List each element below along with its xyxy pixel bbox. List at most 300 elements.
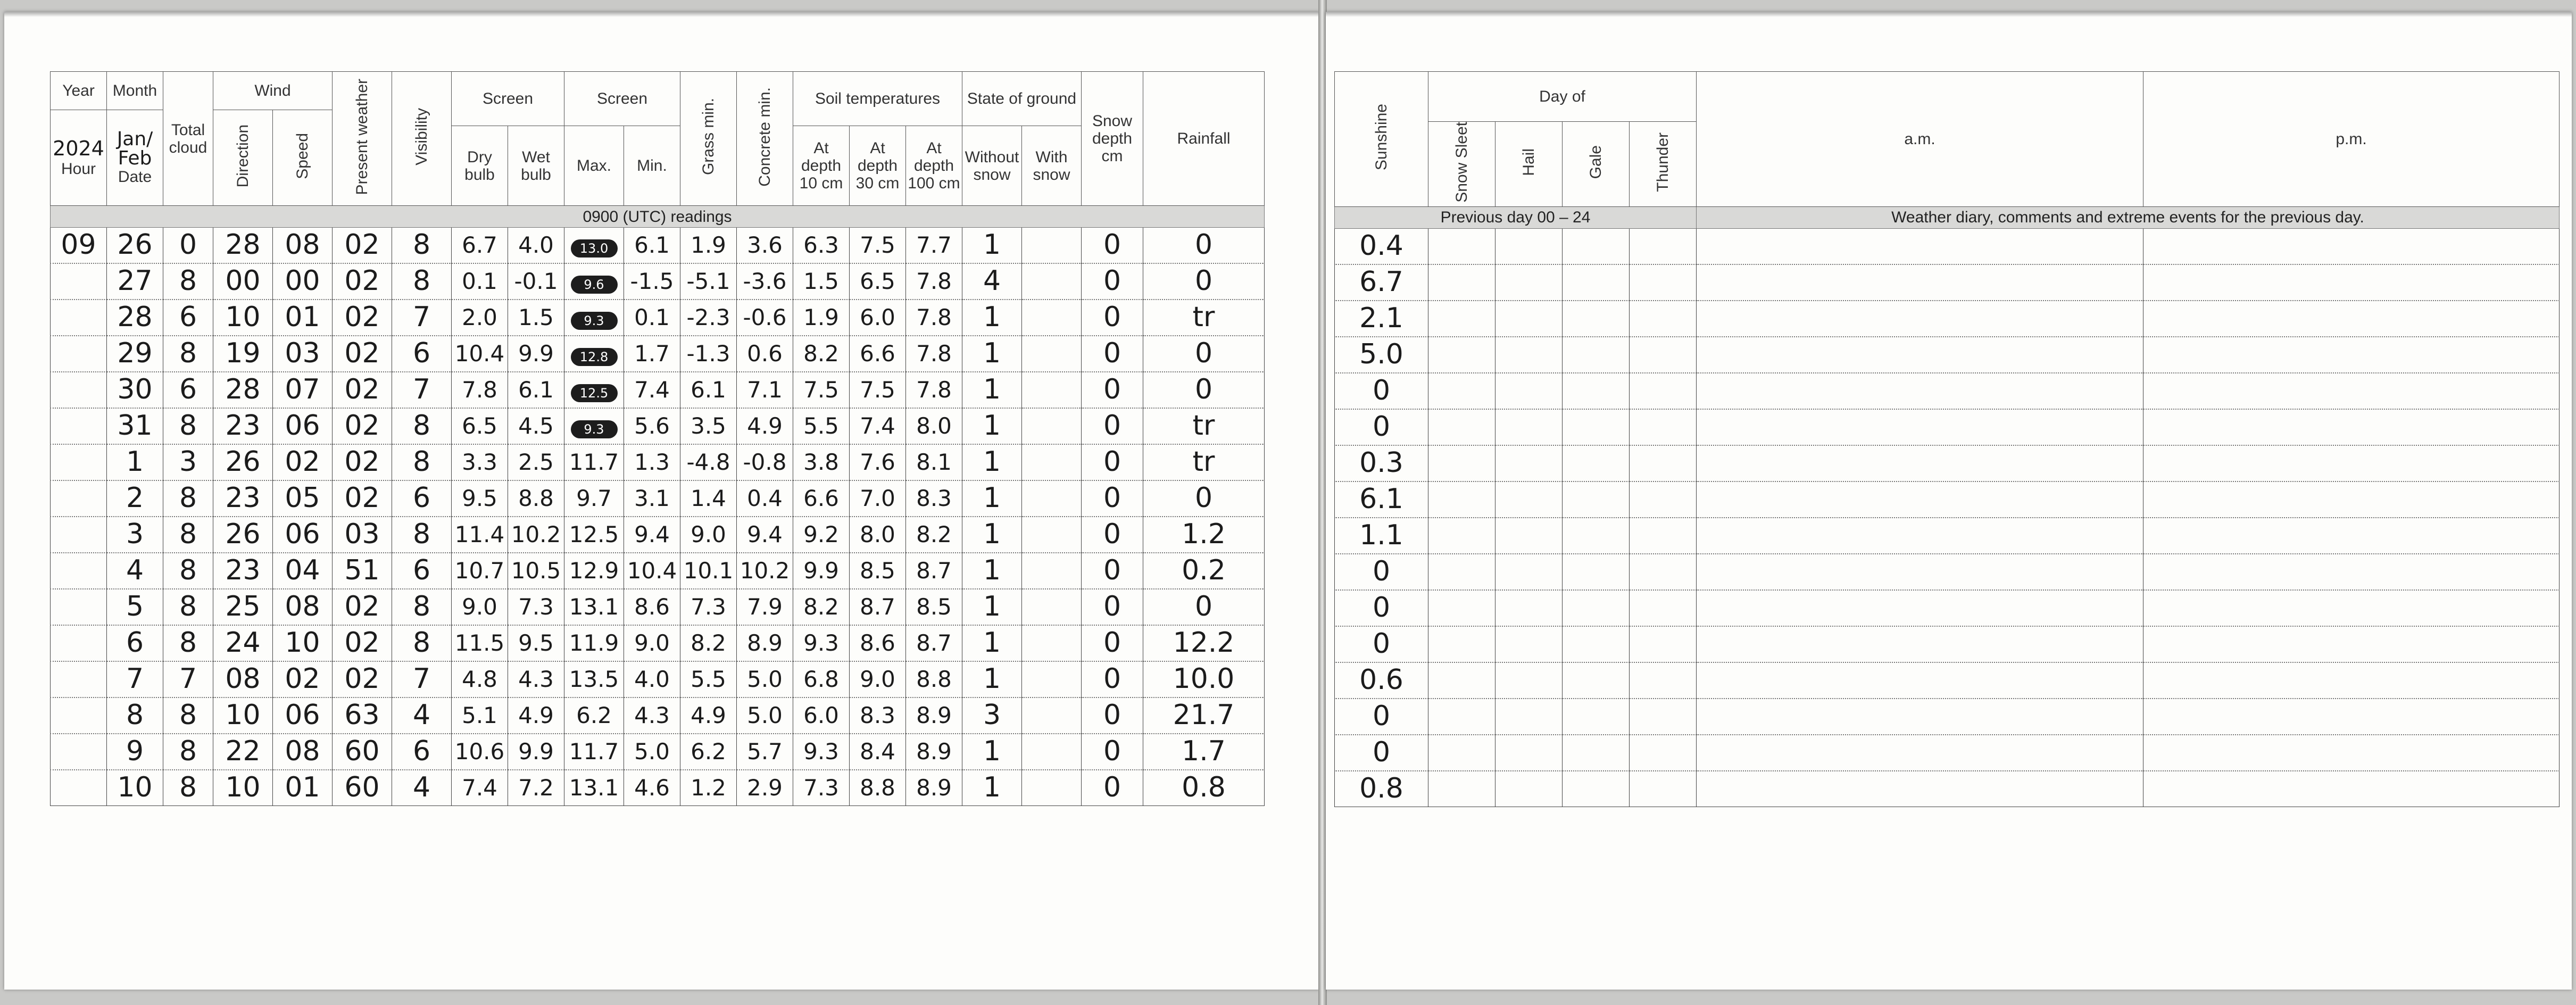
ground-with-snow-cell xyxy=(1022,553,1082,589)
visibility-cell: 8 xyxy=(392,444,452,480)
visibility-cell: 6 xyxy=(392,336,452,372)
screen-header-2: Screen xyxy=(564,72,680,126)
gale-cell xyxy=(1563,518,1630,554)
snow-sleet-cell xyxy=(1428,590,1495,626)
wet-bulb-cell: 10.2 xyxy=(508,517,564,553)
ground-with-snow-cell xyxy=(1022,480,1082,517)
rainfall-cell: 10.0 xyxy=(1143,661,1265,697)
cloud-cell: 8 xyxy=(163,408,213,444)
table-row xyxy=(1335,409,2560,445)
thunder-cell xyxy=(1630,662,1697,699)
dry-bulb-cell: 6.5 xyxy=(452,408,508,444)
min-cell: 4.6 xyxy=(624,770,680,806)
soil-10-cell: 9.9 xyxy=(793,553,850,589)
gale-cell xyxy=(1563,264,1630,301)
gale-cell xyxy=(1563,481,1630,518)
thunder-cell xyxy=(1630,735,1697,771)
snow-depth-cell: 0 xyxy=(1082,408,1143,444)
direction-cell: 26 xyxy=(213,444,273,480)
direction-cell: 23 xyxy=(213,408,273,444)
gale-header: Gale xyxy=(1563,122,1630,207)
direction-cell: 23 xyxy=(213,480,273,517)
observation-rows xyxy=(51,228,1265,806)
max-cell: 11.7 xyxy=(564,444,624,480)
thunder-header: Thunder xyxy=(1630,122,1697,207)
cloud-cell: 3 xyxy=(163,444,213,480)
soil-30-cell: 9.0 xyxy=(850,661,906,697)
sunshine-header: Sunshine xyxy=(1335,72,1428,207)
grass-min-cell: 4.9 xyxy=(680,697,737,734)
thunder-cell xyxy=(1630,554,1697,590)
soil-30-cell: 6.6 xyxy=(850,336,906,372)
present-weather-cell: 02 xyxy=(333,263,392,300)
dry-bulb-header: Dry bulb xyxy=(452,126,508,206)
speed-cell: 06 xyxy=(273,408,333,444)
hour-cell xyxy=(51,553,107,589)
rainfall-cell: tr xyxy=(1143,300,1265,336)
min-cell: 3.1 xyxy=(624,480,680,517)
crossed-out-max-value: 12.5 xyxy=(571,384,618,402)
concrete-min-cell: -3.6 xyxy=(737,263,793,300)
max-cell: 11.7 xyxy=(564,734,624,770)
sunshine-cell: 2.1 xyxy=(1335,301,1428,337)
min-cell: 9.0 xyxy=(624,625,680,661)
date-cell: 30 xyxy=(107,372,163,408)
hail-header: Hail xyxy=(1495,122,1563,207)
rainfall-cell: 0 xyxy=(1143,263,1265,300)
direction-cell: 28 xyxy=(213,372,273,408)
wet-bulb-cell: 4.0 xyxy=(508,228,564,264)
cloud-cell: 8 xyxy=(163,625,213,661)
present-weather-cell: 60 xyxy=(333,770,392,806)
sunshine-cell: 0 xyxy=(1335,554,1428,590)
wet-bulb-cell: 7.3 xyxy=(508,589,564,625)
pm-cell xyxy=(2143,554,2560,590)
gale-cell xyxy=(1563,301,1630,337)
speed-cell: 04 xyxy=(273,553,333,589)
concrete-min-cell: 8.9 xyxy=(737,625,793,661)
dry-bulb-cell: 7.8 xyxy=(452,372,508,408)
speed-cell: 02 xyxy=(273,444,333,480)
concrete-min-cell: 3.6 xyxy=(737,228,793,264)
present-weather-cell: 02 xyxy=(333,480,392,517)
am-cell xyxy=(1697,771,2143,807)
cloud-cell: 6 xyxy=(163,300,213,336)
table-row xyxy=(1335,590,2560,626)
snow-depth-cell: 0 xyxy=(1082,625,1143,661)
max-header: Max. xyxy=(564,126,624,206)
gale-cell xyxy=(1563,699,1630,735)
am-cell xyxy=(1697,590,2143,626)
am-cell xyxy=(1697,699,2143,735)
ground-with-snow-cell xyxy=(1022,228,1082,264)
soil-100-cell: 8.2 xyxy=(906,517,962,553)
date-cell: 4 xyxy=(107,553,163,589)
soil-10-cell: 8.2 xyxy=(793,336,850,372)
am-cell xyxy=(1697,264,2143,301)
cloud-cell: 8 xyxy=(163,553,213,589)
ground-without-snow-cell: 1 xyxy=(962,661,1022,697)
hour-cell xyxy=(51,625,107,661)
cloud-cell: 8 xyxy=(163,263,213,300)
thunder-cell xyxy=(1630,771,1697,807)
soil-100-cell: 7.7 xyxy=(906,228,962,264)
table-row xyxy=(1335,301,2560,337)
dry-bulb-cell: 2.0 xyxy=(452,300,508,336)
date-cell: 7 xyxy=(107,661,163,697)
soil-100-cell: 8.5 xyxy=(906,589,962,625)
state-of-ground-header: State of ground xyxy=(962,72,1082,126)
snow-sleet-cell xyxy=(1428,445,1495,481)
max-cell xyxy=(564,228,624,264)
direction-cell: 28 xyxy=(213,228,273,264)
speed-cell: 02 xyxy=(273,661,333,697)
ground-with-snow-cell xyxy=(1022,770,1082,806)
soil-100-cell: 7.8 xyxy=(906,336,962,372)
wet-bulb-cell: 8.8 xyxy=(508,480,564,517)
gale-cell xyxy=(1563,373,1630,409)
year-value: 2024 xyxy=(53,137,104,161)
grass-min-cell: 9.0 xyxy=(680,517,737,553)
table-row xyxy=(1335,337,2560,373)
snow-sleet-cell xyxy=(1428,301,1495,337)
min-cell: 6.1 xyxy=(624,228,680,264)
snow-sleet-cell xyxy=(1428,735,1495,771)
speed-cell: 08 xyxy=(273,589,333,625)
table-row xyxy=(1335,373,2560,409)
min-cell: 1.7 xyxy=(624,336,680,372)
dry-bulb-cell: 4.8 xyxy=(452,661,508,697)
present-weather-cell: 03 xyxy=(333,517,392,553)
speed-cell: 08 xyxy=(273,734,333,770)
rainfall-cell: tr xyxy=(1143,444,1265,480)
snow-depth-cell: 0 xyxy=(1082,517,1143,553)
depth-30-header: At depth 30 cm xyxy=(850,126,906,206)
min-cell: 5.0 xyxy=(624,734,680,770)
visibility-cell: 6 xyxy=(392,553,452,589)
month-date-cell xyxy=(107,110,163,206)
hail-cell xyxy=(1495,554,1563,590)
wet-bulb-cell: 6.1 xyxy=(508,372,564,408)
date-header: Date xyxy=(118,168,152,186)
speed-cell: 01 xyxy=(273,300,333,336)
table-row xyxy=(51,372,1265,408)
direction-header: Direction xyxy=(213,110,273,206)
pm-cell xyxy=(2143,481,2560,518)
snow-sleet-cell xyxy=(1428,264,1495,301)
direction-cell: 10 xyxy=(213,770,273,806)
depth-100-header: At depth 100 cm xyxy=(906,126,962,206)
soil-30-cell: 8.8 xyxy=(850,770,906,806)
date-cell: 28 xyxy=(107,300,163,336)
grass-min-cell: -2.3 xyxy=(680,300,737,336)
concrete-min-cell: 0.6 xyxy=(737,336,793,372)
min-cell: 10.4 xyxy=(624,553,680,589)
dry-bulb-cell: 7.4 xyxy=(452,770,508,806)
dry-bulb-cell: 6.7 xyxy=(452,228,508,264)
pm-cell xyxy=(2143,699,2560,735)
ground-without-snow-cell: 1 xyxy=(962,372,1022,408)
soil-100-cell: 8.9 xyxy=(906,770,962,806)
concrete-min-header: Concrete min. xyxy=(737,72,793,206)
hail-cell xyxy=(1495,373,1563,409)
ground-with-snow-cell xyxy=(1022,263,1082,300)
total-cloud-header: Total cloud xyxy=(163,72,213,206)
soil-30-cell: 7.0 xyxy=(850,480,906,517)
thunder-cell xyxy=(1630,373,1697,409)
wet-bulb-cell: 9.9 xyxy=(508,336,564,372)
soil-30-cell: 8.0 xyxy=(850,517,906,553)
soil-10-cell: 1.5 xyxy=(793,263,850,300)
am-header: a.m. xyxy=(1697,72,2143,207)
soil-100-cell: 8.0 xyxy=(906,408,962,444)
hail-cell xyxy=(1495,228,1563,264)
ground-with-snow-cell xyxy=(1022,589,1082,625)
date-cell: 31 xyxy=(107,408,163,444)
visibility-cell: 8 xyxy=(392,228,452,264)
present-weather-cell: 02 xyxy=(333,444,392,480)
dry-bulb-cell: 3.3 xyxy=(452,444,508,480)
wet-bulb-cell: 4.9 xyxy=(508,697,564,734)
ground-with-snow-cell xyxy=(1022,734,1082,770)
speed-cell: 06 xyxy=(273,697,333,734)
hail-cell xyxy=(1495,481,1563,518)
table-row xyxy=(1335,626,2560,662)
soil-30-cell: 7.5 xyxy=(850,372,906,408)
max-cell: 6.2 xyxy=(564,697,624,734)
snow-depth-cell: 0 xyxy=(1082,661,1143,697)
min-cell: 4.3 xyxy=(624,697,680,734)
hour-cell xyxy=(51,480,107,517)
pm-cell xyxy=(2143,373,2560,409)
max-cell: 11.9 xyxy=(564,625,624,661)
cloud-cell: 7 xyxy=(163,661,213,697)
rainfall-cell: 1.2 xyxy=(1143,517,1265,553)
cloud-cell: 8 xyxy=(163,517,213,553)
ground-without-snow-cell: 1 xyxy=(962,444,1022,480)
table-row xyxy=(51,408,1265,444)
soil-30-cell: 8.7 xyxy=(850,589,906,625)
month-header: Month xyxy=(107,72,163,110)
snow-sleet-cell xyxy=(1428,662,1495,699)
ground-without-snow-cell: 1 xyxy=(962,517,1022,553)
gale-cell xyxy=(1563,554,1630,590)
present-weather-cell: 02 xyxy=(333,372,392,408)
am-cell xyxy=(1697,554,2143,590)
hour-cell xyxy=(51,770,107,806)
dry-bulb-cell: 11.4 xyxy=(452,517,508,553)
hail-cell xyxy=(1495,264,1563,301)
right-page xyxy=(1326,12,2572,990)
date-cell: 29 xyxy=(107,336,163,372)
ground-without-snow-cell: 1 xyxy=(962,228,1022,264)
thunder-cell xyxy=(1630,590,1697,626)
direction-cell: 22 xyxy=(213,734,273,770)
ground-without-snow-cell: 1 xyxy=(962,553,1022,589)
date-cell: 27 xyxy=(107,263,163,300)
soil-100-cell: 8.3 xyxy=(906,480,962,517)
direction-cell: 25 xyxy=(213,589,273,625)
ground-with-snow-cell xyxy=(1022,408,1082,444)
ground-with-snow-cell xyxy=(1022,661,1082,697)
snow-depth-cell: 0 xyxy=(1082,336,1143,372)
soil-100-cell: 7.8 xyxy=(906,263,962,300)
wet-bulb-cell: -0.1 xyxy=(508,263,564,300)
cloud-cell: 0 xyxy=(163,228,213,264)
table-row xyxy=(51,661,1265,697)
ground-with-snow-cell xyxy=(1022,517,1082,553)
wet-bulb-cell: 2.5 xyxy=(508,444,564,480)
max-cell: 13.1 xyxy=(564,770,624,806)
table-row xyxy=(1335,445,2560,481)
concrete-min-cell: 7.9 xyxy=(737,589,793,625)
hour-cell xyxy=(51,336,107,372)
ground-without-snow-cell: 1 xyxy=(962,734,1022,770)
hour-cell xyxy=(51,372,107,408)
concrete-min-cell: 2.9 xyxy=(737,770,793,806)
cloud-cell: 6 xyxy=(163,372,213,408)
cloud-cell: 8 xyxy=(163,734,213,770)
without-snow-header: Without snow xyxy=(962,126,1022,206)
snow-sleet-cell xyxy=(1428,554,1495,590)
snow-sleet-cell xyxy=(1428,373,1495,409)
crossed-out-max-value: 13.0 xyxy=(571,239,618,258)
gale-cell xyxy=(1563,626,1630,662)
dry-bulb-cell: 10.7 xyxy=(452,553,508,589)
speed-cell: 05 xyxy=(273,480,333,517)
soil-30-cell: 8.5 xyxy=(850,553,906,589)
concrete-min-cell: 9.4 xyxy=(737,517,793,553)
gale-cell xyxy=(1563,228,1630,264)
present-weather-cell: 02 xyxy=(333,661,392,697)
direction-cell: 10 xyxy=(213,300,273,336)
wet-bulb-cell: 9.5 xyxy=(508,625,564,661)
wet-bulb-header: Wet bulb xyxy=(508,126,564,206)
pm-cell xyxy=(2143,662,2560,699)
table-row xyxy=(1335,735,2560,771)
snow-sleet-cell xyxy=(1428,699,1495,735)
table-row xyxy=(51,697,1265,734)
soil-100-cell: 8.9 xyxy=(906,734,962,770)
am-cell xyxy=(1697,301,2143,337)
soil-10-cell: 9.2 xyxy=(793,517,850,553)
concrete-min-cell: 5.0 xyxy=(737,697,793,734)
snow-sleet-header: Snow Sleet xyxy=(1428,122,1495,207)
grass-min-cell: 1.9 xyxy=(680,228,737,264)
grass-min-cell: 6.1 xyxy=(680,372,737,408)
dry-bulb-cell: 10.4 xyxy=(452,336,508,372)
hour-cell xyxy=(51,408,107,444)
soil-100-cell: 8.7 xyxy=(906,553,962,589)
depth-10-header: At depth 10 cm xyxy=(793,126,850,206)
table-row xyxy=(1335,518,2560,554)
year-hour-cell xyxy=(51,110,107,206)
date-cell: 1 xyxy=(107,444,163,480)
thunder-cell xyxy=(1630,445,1697,481)
min-header: Min. xyxy=(624,126,680,206)
hour-cell: 09 xyxy=(51,228,107,264)
concrete-min-cell: -0.6 xyxy=(737,300,793,336)
soil-30-cell: 8.3 xyxy=(850,697,906,734)
ground-without-snow-cell: 1 xyxy=(962,770,1022,806)
wet-bulb-cell: 7.2 xyxy=(508,770,564,806)
visibility-cell: 4 xyxy=(392,697,452,734)
crossed-out-max-value: 9.6 xyxy=(571,276,618,294)
hour-cell xyxy=(51,300,107,336)
table-row xyxy=(51,444,1265,480)
date-cell: 2 xyxy=(107,480,163,517)
sunshine-cell: 0 xyxy=(1335,409,1428,445)
min-cell: 1.3 xyxy=(624,444,680,480)
soil-30-cell: 7.6 xyxy=(850,444,906,480)
snow-depth-cell: 0 xyxy=(1082,589,1143,625)
present-weather-cell: 02 xyxy=(333,336,392,372)
snow-sleet-cell xyxy=(1428,626,1495,662)
soil-100-cell: 7.8 xyxy=(906,300,962,336)
sunshine-cell: 0.4 xyxy=(1335,228,1428,264)
crossed-out-max-value: 9.3 xyxy=(571,312,618,330)
gale-cell xyxy=(1563,735,1630,771)
pm-cell xyxy=(2143,518,2560,554)
speed-cell: 08 xyxy=(273,228,333,264)
snow-depth-cell: 0 xyxy=(1082,263,1143,300)
max-cell xyxy=(564,336,624,372)
rainfall-cell: 12.2 xyxy=(1143,625,1265,661)
snow-depth-cell: 0 xyxy=(1082,734,1143,770)
hail-cell xyxy=(1495,445,1563,481)
visibility-cell: 4 xyxy=(392,770,452,806)
dry-bulb-cell: 10.6 xyxy=(452,734,508,770)
ground-with-snow-cell xyxy=(1022,697,1082,734)
am-cell xyxy=(1697,481,2143,518)
concrete-min-cell: 4.9 xyxy=(737,408,793,444)
present-weather-header: Present weather xyxy=(333,72,392,206)
hour-cell xyxy=(51,661,107,697)
pm-cell xyxy=(2143,590,2560,626)
hail-cell xyxy=(1495,699,1563,735)
max-cell: 12.5 xyxy=(564,517,624,553)
soil-10-cell: 9.3 xyxy=(793,734,850,770)
soil-30-cell: 6.0 xyxy=(850,300,906,336)
sunshine-cell: 0.8 xyxy=(1335,771,1428,807)
soil-30-cell: 8.6 xyxy=(850,625,906,661)
table-row xyxy=(1335,699,2560,735)
snow-sleet-cell xyxy=(1428,771,1495,807)
visibility-cell: 8 xyxy=(392,517,452,553)
sunshine-cell: 0.6 xyxy=(1335,662,1428,699)
direction-cell: 19 xyxy=(213,336,273,372)
ground-without-snow-cell: 1 xyxy=(962,408,1022,444)
hail-cell xyxy=(1495,626,1563,662)
table-row xyxy=(1335,228,2560,264)
grass-min-cell: -5.1 xyxy=(680,263,737,300)
speed-cell: 03 xyxy=(273,336,333,372)
snow-depth-cell: 0 xyxy=(1082,372,1143,408)
rainfall-cell: 0.8 xyxy=(1143,770,1265,806)
wet-bulb-cell: 9.9 xyxy=(508,734,564,770)
soil-10-cell: 6.0 xyxy=(793,697,850,734)
hail-cell xyxy=(1495,590,1563,626)
soil-100-cell: 8.8 xyxy=(906,661,962,697)
snow-sleet-cell xyxy=(1428,228,1495,264)
sunshine-cell: 5.0 xyxy=(1335,337,1428,373)
hour-cell xyxy=(51,697,107,734)
ground-without-snow-cell: 4 xyxy=(962,263,1022,300)
ground-without-snow-cell: 1 xyxy=(962,480,1022,517)
page-shadow xyxy=(1326,12,2572,17)
gale-cell xyxy=(1563,771,1630,807)
soil-30-cell: 6.5 xyxy=(850,263,906,300)
